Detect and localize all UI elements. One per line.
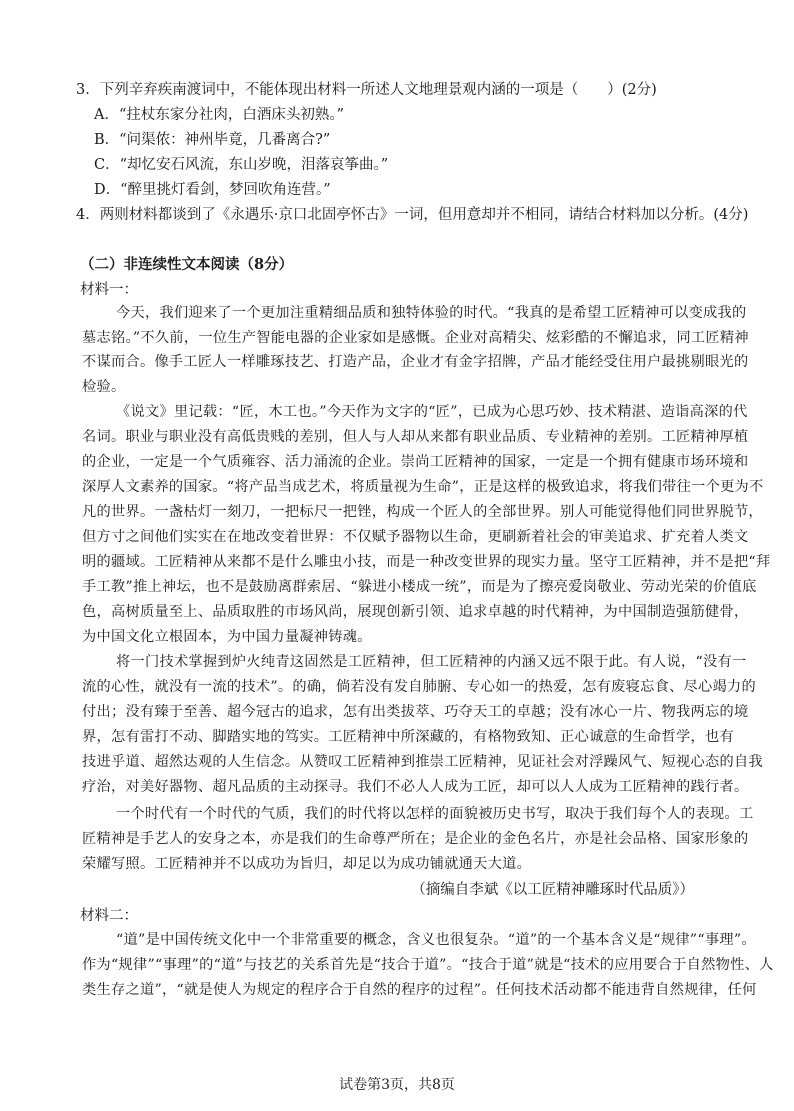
question-3-option-b: B．“问渠侬：神州毕竟，几番离合?” xyxy=(94,132,331,148)
material-1-label: 材料一： xyxy=(80,282,138,298)
material-2-line: 作为“规律”“事理”的“道”与技艺的关系首先是“技合于道”。“技合于道”就是“技术的应用要合于自然物性、人 xyxy=(82,957,774,973)
material-2-label: 材料二： xyxy=(80,908,138,924)
material-1-line: 疗治，对美好器物、超凡品质的主动探寻。我们不必人人成为工匠，却可以人人成为工匠精神的践行者。 xyxy=(82,779,749,795)
material-2-line: “道”是中国传统文化中一个非常重要的概念，含义也很复杂。“道”的一个基本含义是“规律”“事理”。 xyxy=(116,932,756,948)
material-1-line: 今天，我们迎来了一个更加注重精细品质和独特体验的时代。“我真的是希望工匠精神可以变成我的 xyxy=(116,305,747,321)
material-1-line: 技进乎道、超然达观的人生信念。从赞叹工匠精神到推崇工匠精神，见证社会对浮躁风气、短视心态的自我 xyxy=(82,754,763,770)
material-1-line: 手工教”推上神坛，也不是鼓励离群索居、“躲进小楼成一统”，而是为了擦亮爱岗敬业、劳动光荣的价值底 xyxy=(82,579,757,595)
material-1-line: 荣耀写照。工匠精神并不以成功为旨归，却足以为成功铺就通天大道。 xyxy=(82,856,532,872)
material-1-line: 为中国文化立根固本，为中国力量凝神铸魂。 xyxy=(82,629,372,645)
material-1-line: 匠精神是手艺人的安身之本，亦是我们的生命尊严所在；是企业的金色名片，亦是社会品格、国家形象的 xyxy=(82,831,749,847)
section-title: （二）非连续性文本阅读（8分） xyxy=(80,256,294,273)
material-1-line: 将一门技术掌握到炉火纯青这固然是工匠精神，但工匠精神的内涵又远不限于此。有人说，“没有一 xyxy=(116,654,747,670)
material-2-line: 类生存之道”，“就是使人为规定的程序合于自然的程序的过程”。任何技术活动都不能违背自然规律，任何 xyxy=(82,982,757,998)
material-1-line: 名词。职业与职业没有高低贵贱的差别，但人与人却从来都有职业品质、专业精神的差别。工匠精神厚植 xyxy=(82,429,749,445)
material-1-line: 界，怎有雷打不动、脚踏实地的笃实。工匠精神中所深藏的，有格物致知、正心诚意的生命哲学，也有 xyxy=(82,729,734,745)
question-3-option-a: A．“拄杖东家分社肉，白酒床头初熟。” xyxy=(94,107,345,123)
material-1-line: 凡的世界。一盏枯灯一刻刀，一把标尺一把锉，构成一个匠人的全部世界。别人可能觉得他们同世界脱节， xyxy=(82,504,763,520)
question-3-option-c: C．“却忆安石风流，东山岁晚，泪落哀筝曲。” xyxy=(94,157,389,173)
material-1-line: 流的心性，就没有一流的技术”。的确，倘若没有发自肺腑、专心如一的热爱，怎有废寝忘食、尽心竭力的 xyxy=(82,679,756,695)
material-1-line: 一个时代有一个时代的气质，我们的时代将以怎样的面貌被历史书写，取决于我们每个人的表现。工 xyxy=(116,806,754,822)
material-1-line: 不谋而合。像手工匠人一样雕琢技艺、打造产品，企业才有金字招牌，产品才能经受住用户最挑剔眼光的 xyxy=(82,354,749,370)
material-1-line: 色，高树质量至上、品质取胜的市场风尚，展现创新引领、追求卓越的时代精神，为中国制造强筋健骨， xyxy=(82,604,749,620)
material-1-source: （摘编自李斌《以工匠精神雕琢时代品质》） xyxy=(411,882,694,898)
material-1-line: 的企业，一定是一个气质雍容、活力涌流的企业。崇尚工匠精神的国家，一定是一个拥有健康市场环境和 xyxy=(82,454,749,470)
question-3-option-d: D．“醉里挑灯看剑，梦回吹角连营。” xyxy=(94,182,331,198)
material-1-line: 《说文》里记载：“匠，木工也。”今天作为文字的“匠”，已成为心思巧妙、技术精湛、造诣高深的代 xyxy=(116,404,748,420)
material-1-line: 付出；没有臻于至善、超今冠古的追求，怎有出类拔萃、巧夺天工的卓越；没有冰心一片、物我两忘的境 xyxy=(82,704,749,720)
question-3: 3．下列辛弃疾南渡词中，不能体现出材料一所述人文地理景观内涵的一项是（ ）(2分) xyxy=(76,82,657,98)
page-footer: 试卷第3页，共8页 xyxy=(339,1077,455,1093)
material-1-line: 但方寸之间他们实实在在地改变着世界：不仅赋予器物以生命，更刷新着社会的审美追求、扩充着人类文 xyxy=(82,529,749,545)
question-4: 4．两则材料都谈到了《永遇乐·京口北固亭怀古》一词，但用意却并不相同，请结合材料加以分析。(4分) xyxy=(76,207,749,223)
material-1-line: 墓志铭。”不久前，一位生产智能电器的企业家如是感慨。企业对高精尖、炫彩酷的不懈追求，同工匠精神 xyxy=(82,330,749,346)
material-1-line: 深厚人文素养的国家。“将产品当成艺术，将质量视为生命”，正是这样的极致追求，将我们带往一个更为不 xyxy=(82,479,764,495)
material-1-line: 检验。 xyxy=(82,379,126,395)
material-1-line: 明的疆域。工匠精神从来都不是什么雕虫小技，而是一种改变世界的现实力量。坚守工匠精神，并不是把“拜 xyxy=(82,554,771,570)
